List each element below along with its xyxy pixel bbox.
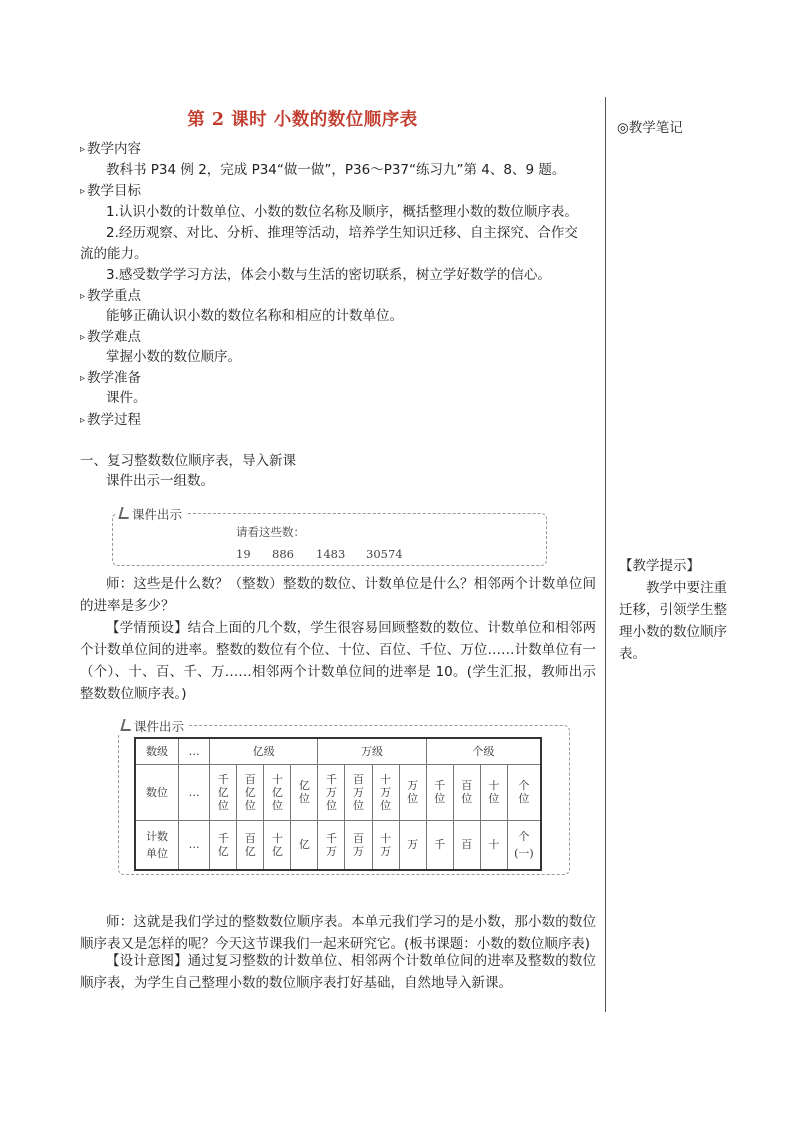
position-cell: 亿位 xyxy=(298,779,310,805)
position-cell: 十万位 xyxy=(380,772,392,812)
tip-heading: 【教学提示】 xyxy=(619,558,700,574)
page-title: 第 2 课时 小数的数位顺序表 xyxy=(187,110,418,130)
section-heading-content: ▹ 教学内容 xyxy=(80,139,600,161)
unit-cell: 千 xyxy=(434,838,446,852)
position-cell: 千亿位 xyxy=(217,772,229,812)
notebook-label: ◎教学笔记 xyxy=(617,120,683,136)
goal-1: 1.认识小数的计数单位、小数的数位名称及顺序，概括整理小数的数位顺序表。 xyxy=(106,204,578,220)
level-cell: 万级 xyxy=(318,738,426,764)
tip-line: 教学中要注重 xyxy=(646,580,727,596)
section-heading-prep: ▹ 教学准备 xyxy=(80,368,600,390)
integer-place-value-table xyxy=(134,737,542,871)
design-intent: 【设计意图】通过复习整数的计数单位、相邻两个计数单位间的进率及整数的数位顺序表，为学生自己整理小数的数位顺序表打好基础，自然地导入新课。 xyxy=(80,953,596,991)
tip-line: 理小数的数位顺序 xyxy=(619,624,727,640)
section-heading-difficulty: ▹ 教学难点 xyxy=(80,327,600,349)
unit-cell: 亿 xyxy=(298,838,310,852)
level-cell: 个级 xyxy=(426,738,541,764)
number-item: 30574 xyxy=(366,547,403,561)
unit-cell: 百亿 xyxy=(244,831,256,858)
section-heading-key: ▹ 教学重点 xyxy=(80,286,600,308)
prep-text: 课件。 xyxy=(106,390,147,406)
key-text: 能够正确认识小数的数位名称和相应的计数单位。 xyxy=(106,308,403,324)
row-label: 数级 xyxy=(135,738,179,764)
unit-cell: 千亿 xyxy=(217,831,229,858)
tip-line: 迁移，引领学生整 xyxy=(619,602,727,618)
teacher-explanation: 师：这就是我们学过的整数数位顺序表。本单元我们学习的是小数，那小数的数位顺序表又是怎样的呢？今天这节课我们一起来研究它。(板书课题：小数的数位顺序表) xyxy=(80,914,596,952)
position-cell: 百亿位 xyxy=(244,772,256,812)
unit-cell: 千万 xyxy=(325,831,337,858)
teacher-question: 师：这些是什么数？（整数）整数的数位、计数单位是什么？相邻两个计数单位间的进率是多少？ xyxy=(80,576,596,614)
ellipsis-cell: … xyxy=(179,738,210,764)
box1-prompt: 请看这些数： xyxy=(236,525,305,539)
learning-preset: 【学情预设】结合上面的几个数，学生很容易回顾整数的数位、计数单位和相邻两个计数单位间的进率。整数的数位有个位、十位、百位、千位、万位……计数单位有一（个）、十、百、千、万……相邻两个计数单位间的进率是 10。(学生汇报，教师出示整数数位顺序表。) xyxy=(80,620,596,702)
section-heading-goals: ▹ 教学目标 xyxy=(80,181,600,203)
goal-2-cont: 流的能力。 xyxy=(80,246,148,262)
unit-cell: 万 xyxy=(407,838,419,852)
row-label: 数位 xyxy=(135,764,179,820)
tip-line: 表。 xyxy=(619,646,646,662)
position-cell: 百位 xyxy=(461,779,473,805)
position-cell: 个位 xyxy=(518,779,530,805)
difficulty-text: 掌握小数的数位顺序。 xyxy=(106,349,241,365)
ellipsis-cell: … xyxy=(179,764,210,820)
position-cell: 千万位 xyxy=(325,772,337,812)
part1-line1: 课件出示一组数。 xyxy=(106,473,214,489)
unit-cell: 十亿 xyxy=(271,831,283,858)
number-item: 1483 xyxy=(316,547,346,561)
goal-3: 3.感受数学学习方法，体会小数与生活的密切联系，树立学好数学的信心。 xyxy=(106,267,551,283)
part1-heading: 一、复习整数数位顺序表，导入新课 xyxy=(80,453,296,469)
position-cell: 十位 xyxy=(488,779,500,805)
goal-2: 2.经历观察、对比、分析、推理等活动，培养学生知识迁移、自主探究、合作交 xyxy=(106,225,578,241)
courseware-label: 课件出示 xyxy=(116,505,186,523)
position-cell: 十亿位 xyxy=(271,772,283,812)
level-cell: 亿级 xyxy=(210,738,318,764)
position-cell: 千位 xyxy=(434,779,446,805)
section-heading-process: ▹ 教学过程 xyxy=(80,410,600,432)
unit-cell: 个(一) xyxy=(514,829,534,860)
content-text: 教科书 P34 例 2，完成 P34“做一做”，P36～P37“练习九”第 4、8、9 题。 xyxy=(106,162,566,178)
row-label: 计数单位 xyxy=(146,829,169,860)
unit-cell: 百 xyxy=(461,838,473,852)
position-cell: 万位 xyxy=(407,779,419,805)
unit-cell: 百万 xyxy=(353,831,364,858)
number-item: 19 xyxy=(236,547,251,561)
ellipsis-cell: … xyxy=(179,820,210,870)
unit-cell: 十 xyxy=(488,838,500,852)
courseware-label: 课件出示 xyxy=(118,717,188,735)
unit-cell: 十万 xyxy=(380,831,392,858)
number-item: 886 xyxy=(272,547,294,561)
position-cell: 百万位 xyxy=(353,772,364,812)
